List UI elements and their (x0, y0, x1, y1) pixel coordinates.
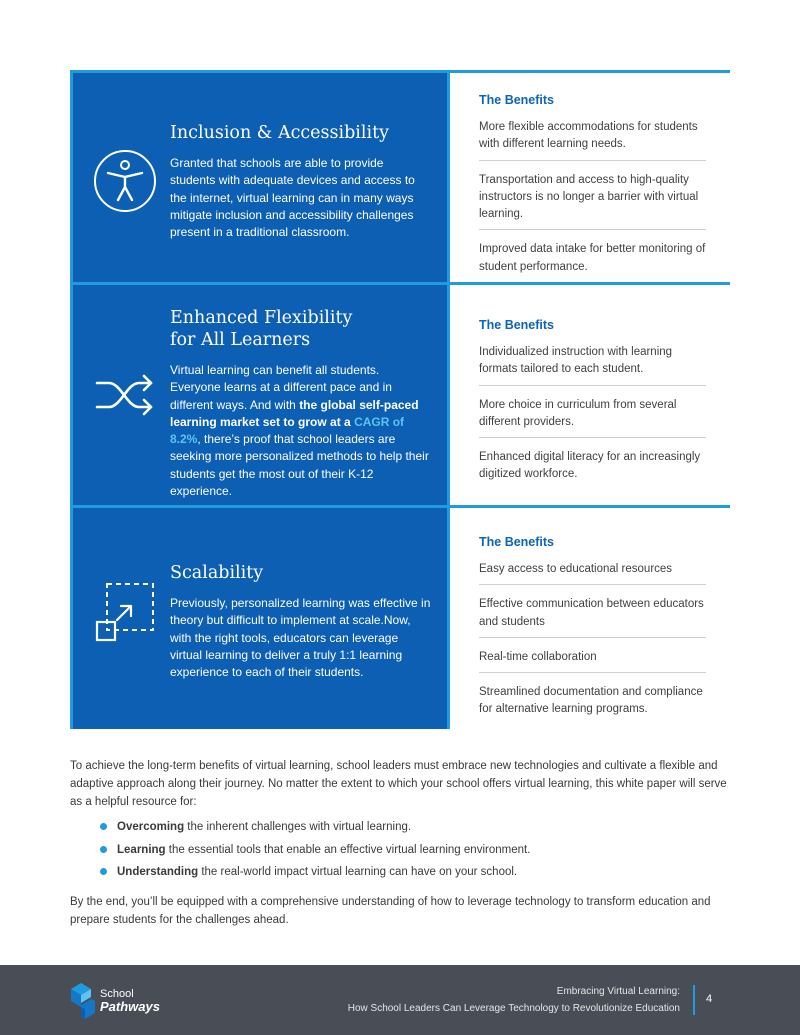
benefit-item: Individualized instruction with learning formats tailored to each student. (479, 344, 706, 386)
benefit-item: Real-time collaboration (479, 649, 706, 673)
section-description: Previously, personalized learning was effective in theory but difficult to implement at scale.Now, with the right tools, educators can leverage virtual learning to deliver a truly 1:1 learning experience to each of their students. (170, 596, 431, 680)
bullet-dot (100, 823, 107, 830)
inclusion-benefits (450, 73, 730, 282)
document-title-line2: How School Leaders Can Leverage Technology to Revolutionize Education (347, 1003, 680, 1014)
benefit-item: Transportation and access to high-quality instructors is no longer a barrier with virtual learning. (479, 172, 706, 231)
section-title: Scalability (170, 563, 264, 583)
list-item (100, 863, 720, 881)
flexibility-panel (73, 285, 447, 505)
resource-list (100, 818, 720, 886)
benefits-list (479, 561, 706, 725)
bullet-text: the essential tools that enable an effective virtual learning environment. (165, 843, 531, 856)
bullet-text: the real-world impact virtual learning can have on your school. (198, 866, 518, 878)
description-text: Virtual learning can benefit all students. Everyone learns at a different pace and in different ways. And with (170, 363, 392, 412)
benefits-title: The Benefits (479, 535, 555, 549)
benefits-list (479, 119, 706, 282)
bullet-text: the inherent challenges with virtual learning. (184, 821, 412, 833)
section-description (170, 362, 432, 500)
description-text: , there’s proof that school leaders are seeking more personalized methods to help their students get the most out of their K-12 experience. (170, 432, 429, 499)
page-footer (0, 965, 800, 1035)
document-title-line1: Embracing Virtual Learning: (556, 986, 680, 997)
benefits-grid (70, 70, 730, 729)
section-title-line1: Enhanced Flexibility (170, 308, 353, 328)
flexibility-benefits (450, 285, 730, 505)
intro-paragraph: To achieve the long-term benefits of virtual learning, school leaders must embrace new technologies and cultivate a flexible and adaptive approach along their journey. No matter the extent to which your school offers virtual learning, this white paper will serve as a helpful resource for: (70, 760, 727, 808)
benefits-title: The Benefits (479, 318, 555, 332)
logo-text-school: School (100, 988, 134, 1000)
benefit-item: More choice in curriculum from several different providers. (479, 397, 706, 439)
accessibility-icon (93, 149, 157, 213)
benefits-list (479, 344, 706, 490)
benefits-title: The Benefits (479, 93, 555, 107)
benefit-item: Improved data intake for better monitoring of student performance. (479, 243, 706, 273)
section-title-line2: for All Learners (170, 330, 311, 350)
benefit-item: Effective communication between educators and students (479, 596, 706, 638)
list-item (100, 841, 720, 859)
cagr-highlight: CAGR of 8.2% (170, 414, 405, 447)
logo-text-pathways: Pathways (100, 999, 160, 1014)
section-description: Granted that schools are able to provide students with adequate devices and access to the internet, virtual learning can in many ways mitigate inclusion and accessibility challenges present in a traditional classroom. (170, 156, 415, 240)
school-pathways-logo (68, 977, 178, 1023)
description-bold: the global self-paced learning market set to grow at a (170, 397, 419, 429)
bullet-bold: Learning (117, 843, 166, 856)
benefit-item: Streamlined documentation and compliance for alternative learning programs. (479, 686, 703, 716)
list-item (100, 818, 720, 836)
benefit-item: Enhanced digital literacy for an increasingly digitized workforce. (479, 451, 701, 481)
closing-paragraph: By the end, you’ll be equipped with a comprehensive understanding of how to leverage technology to transform education and prepare students for the challenges ahead. (70, 896, 711, 926)
section-title (170, 307, 430, 351)
inclusion-panel (73, 73, 447, 282)
bullet-dot (100, 846, 107, 853)
bullet-bold: Overcoming (117, 821, 185, 833)
scalability-benefits (450, 508, 730, 729)
scale-up-icon (93, 580, 157, 644)
shuffle-icon (93, 363, 157, 427)
benefit-item: More flexible accommodations for students with different learning needs. (479, 119, 706, 161)
benefit-item: Easy access to educational resources (479, 561, 706, 585)
logo-mark-icon (68, 977, 98, 1023)
section-title: Inclusion & Accessibility (170, 123, 390, 143)
scalability-panel (73, 508, 447, 729)
page-number: 4 (706, 993, 713, 1005)
bullet-dot (100, 868, 107, 875)
bullet-bold: Understanding (117, 866, 199, 878)
footer-divider (693, 985, 695, 1015)
